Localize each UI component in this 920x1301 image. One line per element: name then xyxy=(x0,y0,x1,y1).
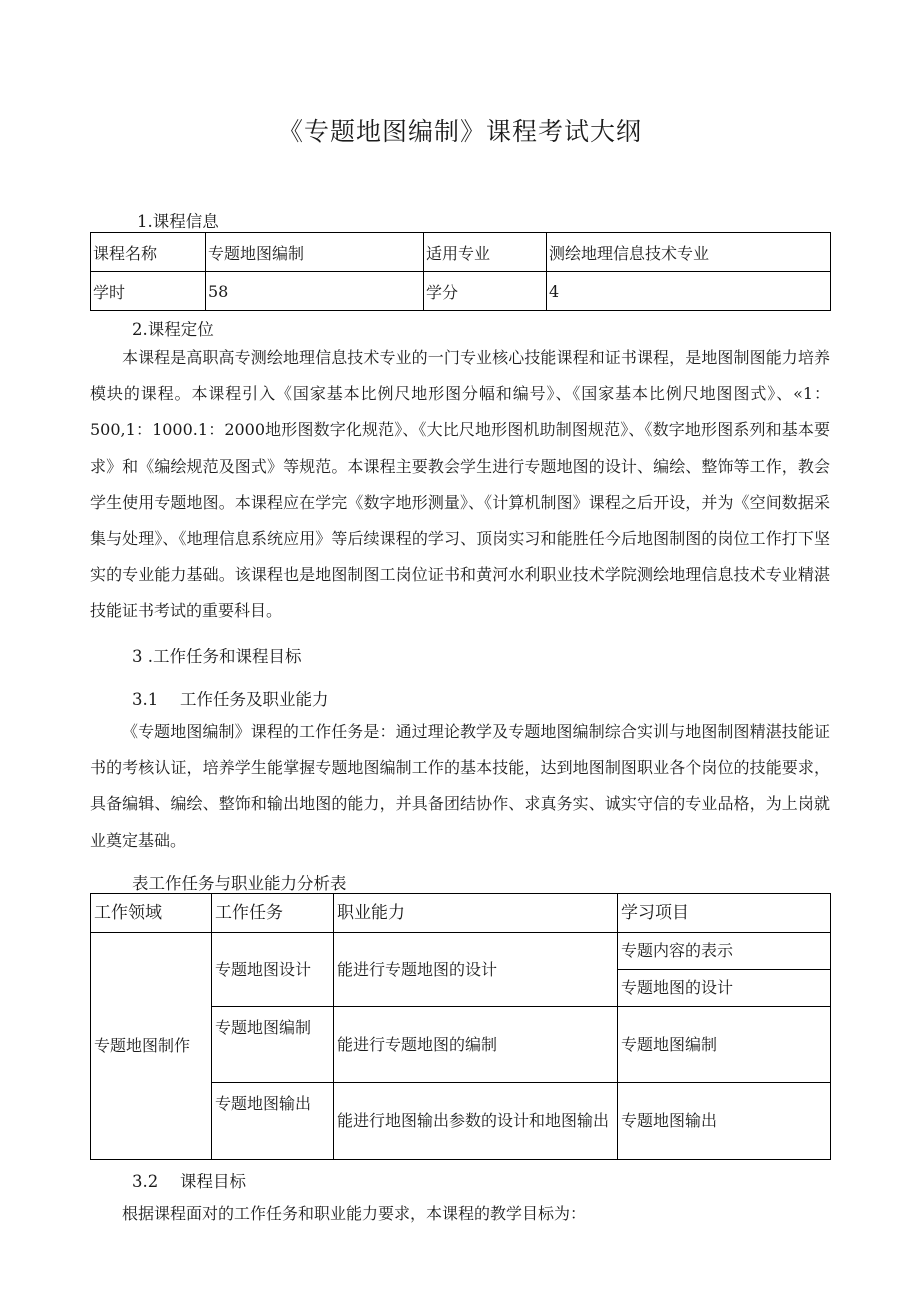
course-positioning-paragraph: 本课程是高职高专测绘地理信息技术专业的一门专业核心技能课程和证书课程，是地图制图能力培养模块的课程。本课程引入《国家基本比例尺地形图分幅和编号》、《国家基本比例尺地图图式》、«1：500,1：1000.1：2000地形图数字化规范》、《大比尺地形图机助制图规范》、《数字地形图系列和基本要求》和《编绘规范及图式》等规范。本课程主要教会学生进行专题地图的设计、编绘、整饰等工作，教会学生使用专题地图。本课程应在学完《数字地形测量》、《计算机制图》课程之后开设，并为《空间数据采集与处理》、《地理信息系统应用》等后续课程的学习、顶岗实习和能胜任今后地图制图的岗位工作打下坚实的专业能力基础。该课程也是地图制图工岗位证书和黄河水利职业技术学院测绘地理信息技术专业精湛技能证书考试的重要科目。 xyxy=(90,348,830,621)
work-domain-cell xyxy=(91,933,212,1160)
table-cell: 专题地图编制 xyxy=(206,233,424,272)
table-row xyxy=(91,272,831,311)
section-3-heading: 3 .工作任务和课程目标 xyxy=(132,647,302,666)
document-title: 《专题地图编制》课程考试大纲 xyxy=(277,117,642,146)
table-cell: 学时 xyxy=(91,272,206,311)
table-cell: 专题地图输出 xyxy=(212,1083,334,1160)
table-cell: 58 xyxy=(206,272,424,311)
section-3-2-heading: 3.2 课程目标 xyxy=(132,1172,246,1191)
table-cell: 学分 xyxy=(424,272,547,311)
section-3-1-heading: 3.1 工作任务及职业能力 xyxy=(132,690,329,709)
table-row xyxy=(91,233,831,272)
course-goals-paragraph: 根据课程面对的工作任务和职业能力要求，本课程的教学目标为： xyxy=(122,1204,587,1223)
section-1-heading: 1.课程信息 xyxy=(137,212,219,231)
work-tasks-paragraph: 《专题地图编制》课程的工作任务是：通过理论教学及专题地图编制综合实训与地图制图精湛技能证书的考核认证，培养学生能掌握专题地图编制工作的基本技能，达到地图制图职业各个岗位的技能要求，具备编辑、编绘、整饰和输出地图的能力，并具备团结协作、求真务实、诚实守信的专业品格，为上岗就业奠定基础。 xyxy=(90,722,830,850)
table-cell: 专题地图输出 xyxy=(618,1083,831,1160)
table-header-cell: 工作任务 xyxy=(212,894,334,933)
table-cell: 专题地图编制 xyxy=(212,1007,334,1083)
course-info-table xyxy=(90,232,831,311)
table-cell: 专题内容的表示 xyxy=(618,933,831,970)
table-cell: 专题地图编制 xyxy=(618,1007,831,1083)
table-cell: 专题地图的设计 xyxy=(618,970,831,1007)
table-cell: 能进行专题地图的设计 xyxy=(334,933,618,1007)
table-cell: 测绘地理信息技术专业 xyxy=(547,233,831,272)
table-cell: 4 xyxy=(547,272,831,311)
task-analysis-table xyxy=(90,893,831,1160)
table-caption: 表工作任务与职业能力分析表 xyxy=(132,874,347,893)
ability-text: 能进行地图输出参数的设计和地图输出 xyxy=(337,1111,610,1130)
table-header-row xyxy=(91,894,831,933)
table-header-cell: 工作领域 xyxy=(91,894,212,933)
table-cell: 能进行专题地图的编制 xyxy=(334,1007,618,1083)
section-2-heading: 2.课程定位 xyxy=(132,320,214,339)
table-row xyxy=(91,933,831,970)
table-cell: 适用专业 xyxy=(424,233,547,272)
work-domain-text: 专题地图制作 xyxy=(94,1036,191,1055)
table-cell xyxy=(334,1083,618,1160)
table-cell: 课程名称 xyxy=(91,233,206,272)
table-cell xyxy=(212,933,334,1007)
table-header-cell: 职业能力 xyxy=(334,894,618,933)
task-text: 专题地图设计 xyxy=(215,959,312,979)
table-header-cell: 学习项目 xyxy=(618,894,831,933)
